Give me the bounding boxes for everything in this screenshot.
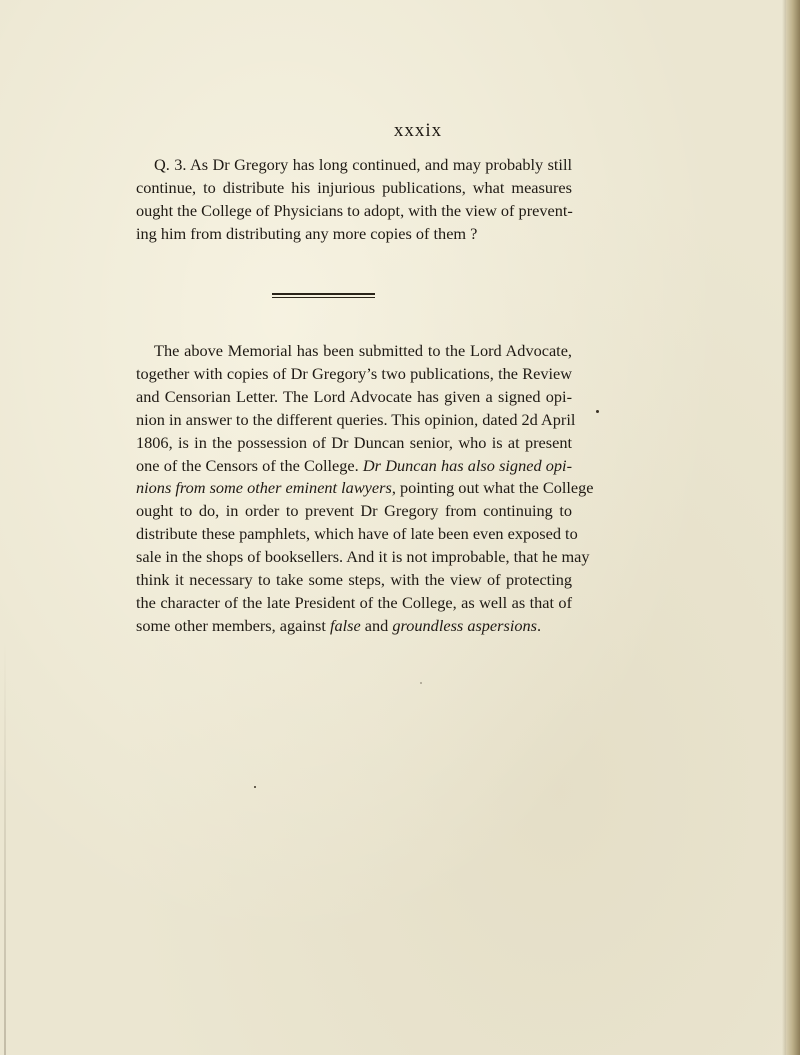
spine-shadow xyxy=(782,0,786,1055)
memorial-text: , pointing out what the College xyxy=(391,478,594,498)
paper-speck xyxy=(596,410,599,413)
memorial-text: and xyxy=(360,615,393,635)
memorial-italic-text: false xyxy=(329,615,361,635)
memorial-line: and Censorian Letter. The Lord Advocate has given a signed opi- xyxy=(136,386,572,406)
memorial-line: together with copies of Dr Gregory’s two publications, the Review xyxy=(136,363,572,383)
memorial-text: . xyxy=(536,615,542,635)
memorial-italic-text: nions from some other eminent lawyers xyxy=(136,478,392,498)
memorial-line: sale in the shops of booksellers. And it is not improbable, that he may xyxy=(136,547,590,567)
book-spine xyxy=(786,0,800,1055)
memorial-line: The above Memorial has been submitted to the Lord Advocate, xyxy=(154,341,572,360)
memorial-line: the character of the late President of the College, as well as that of xyxy=(136,592,572,612)
memorial-line: 1806, is in the possession of Dr Duncan senior, who is at present xyxy=(136,432,572,452)
question-line: ing him from distributing any more copies of them ? xyxy=(136,223,478,243)
question-line: continue, to distribute his injurious publications, what measures xyxy=(136,177,572,197)
memorial-line xyxy=(136,615,572,638)
memorial-line: think it necessary to take some steps, with the view of protecting xyxy=(136,570,572,590)
paper-speck xyxy=(420,682,422,684)
memorial-text: some other members, against xyxy=(136,615,326,635)
memorial-text: one of the Censors of the College. xyxy=(136,455,359,475)
memorial-line: nion in answer to the different queries. This opinion, dated 2d April xyxy=(136,409,576,429)
memorial-line: ought to do, in order to prevent Dr Gregory from continuing to xyxy=(136,501,572,521)
section-divider-thin xyxy=(272,297,375,298)
memorial-line xyxy=(136,455,572,478)
memorial-line xyxy=(136,477,594,500)
memorial-italic-text: Dr Duncan has also signed opi- xyxy=(362,455,572,475)
memorial-line: distribute these pamphlets, which have of late been even exposed to xyxy=(136,524,578,544)
memorial-paragraph xyxy=(136,340,594,638)
question-paragraph xyxy=(136,154,572,246)
left-edge-mark xyxy=(4,640,6,1055)
section-divider xyxy=(272,293,375,295)
question-line: ought the College of Physicians to adopt, with the view of prevent- xyxy=(136,200,573,220)
memorial-italic-text: groundless aspersions xyxy=(392,615,537,635)
paper-speck xyxy=(254,786,256,788)
page-number: xxxix xyxy=(393,120,443,141)
question-line: Q. 3. As Dr Gregory has long continued, and may probably still xyxy=(154,155,572,174)
